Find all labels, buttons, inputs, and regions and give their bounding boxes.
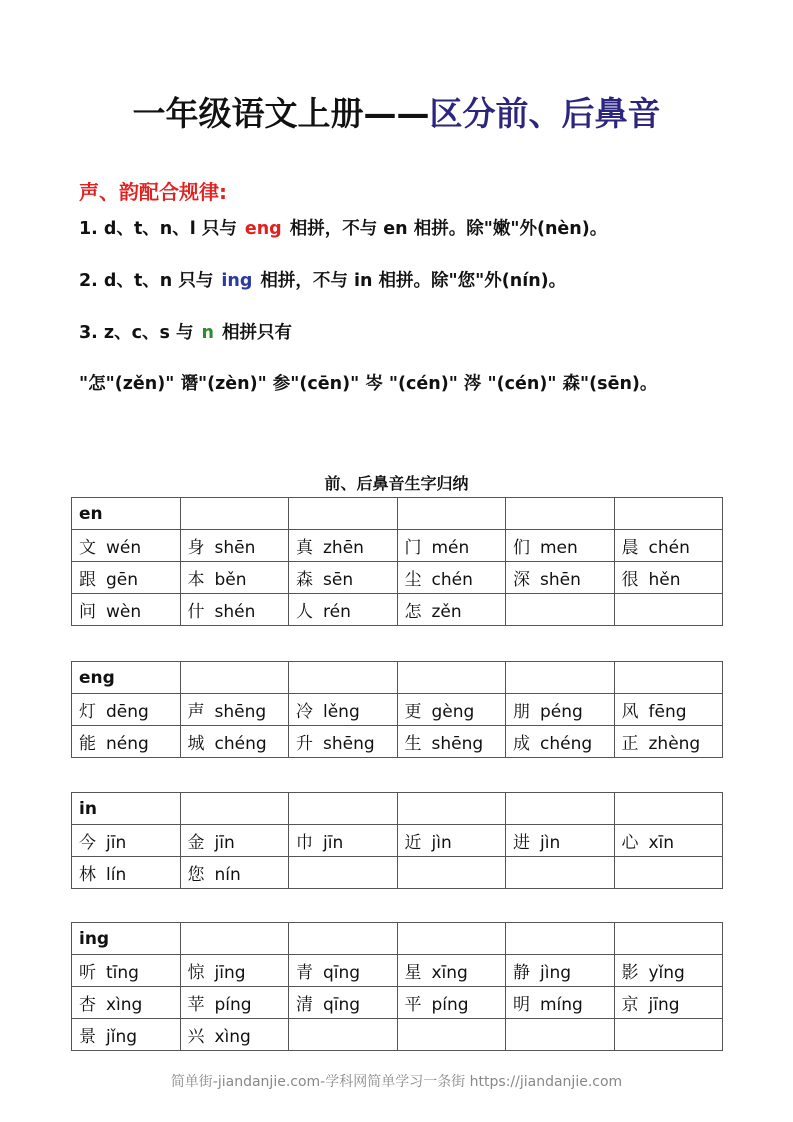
pinyin: chéng (214, 734, 267, 754)
pinyin: zhēn (323, 538, 364, 558)
pinyin: rén (323, 602, 351, 622)
hanzi-character: 文 (79, 538, 96, 558)
pinyin: chén (431, 570, 473, 590)
table-cell (506, 825, 615, 857)
hanzi-character: 星 (404, 963, 422, 983)
table-cell (506, 955, 615, 987)
hanzi-character: 尘 (404, 570, 422, 590)
pinyin: wén (106, 538, 142, 558)
table-cell (180, 857, 289, 889)
empty-cell (180, 662, 289, 694)
table-cell (397, 857, 506, 889)
table-cell (397, 530, 506, 562)
rule-1-highlight: eng (244, 219, 282, 239)
rule-3-examples: "怎"(zěn)" 谮"(zèn)" 参"(cēn)" 岑 "(cén)" 涔 "(cén)" 森"(sēn)。 (79, 374, 658, 394)
hanzi-character: 人 (296, 602, 313, 622)
table-cell (289, 530, 398, 562)
table-cell (180, 1019, 289, 1051)
table-row (72, 530, 723, 562)
table-cell (180, 955, 289, 987)
empty-cell (180, 498, 289, 530)
hanzi-character: 兴 (187, 1027, 205, 1047)
table-cell (506, 726, 615, 758)
hanzi-character: 进 (513, 833, 530, 853)
pinyin: míng (540, 995, 583, 1015)
table-cell (397, 594, 506, 626)
hanzi-character: 晨 (621, 538, 639, 558)
pinyin: jǐng (106, 1027, 138, 1047)
table-cell (289, 562, 398, 594)
table-cell (289, 594, 398, 626)
table-header-cell: en (72, 498, 181, 530)
table-cell (289, 825, 398, 857)
table-header-row (72, 923, 723, 955)
table-cell (72, 726, 181, 758)
hanzi-character: 很 (621, 570, 639, 590)
pinyin: jīn (323, 833, 344, 853)
hanzi-character: 声 (187, 702, 205, 722)
pinyin: gèng (431, 702, 475, 722)
hanzi-character: 金 (187, 833, 205, 853)
table-cell (614, 857, 723, 889)
hanzi-character: 城 (187, 734, 205, 754)
hanzi-character: 京 (621, 995, 639, 1015)
rule-2 (79, 267, 566, 292)
table-title: 前、后鼻音生字归纳 (324, 474, 469, 493)
empty-cell (289, 498, 398, 530)
hanzi-character: 能 (79, 734, 96, 754)
empty-cell (397, 923, 506, 955)
en-table (71, 497, 723, 626)
pinyin: jīng (648, 995, 680, 1015)
pinyin: shēng (214, 702, 267, 722)
pinyin: xìng (214, 1027, 251, 1047)
empty-cell (506, 793, 615, 825)
table-cell (289, 857, 398, 889)
pinyin: jìn (431, 833, 452, 853)
table-cell (180, 987, 289, 1019)
table-cell (72, 1019, 181, 1051)
table-row (72, 825, 723, 857)
table-cell (506, 562, 615, 594)
table-row (72, 987, 723, 1019)
pinyin: shēng (323, 734, 375, 754)
hanzi-character: 真 (296, 538, 313, 558)
table-header-cell: in (72, 793, 181, 825)
table-cell (180, 562, 289, 594)
pinyin: wèn (106, 602, 142, 622)
table-row (72, 694, 723, 726)
eng-table (71, 661, 723, 758)
empty-cell (180, 793, 289, 825)
table-cell (72, 594, 181, 626)
pinyin: shén (214, 602, 256, 622)
pinyin: shēn (540, 570, 581, 590)
table-header-cell: eng (72, 662, 181, 694)
table-cell (289, 1019, 398, 1051)
hanzi-character: 森 (296, 570, 313, 590)
table-cell (72, 955, 181, 987)
pinyin: jīn (106, 833, 127, 853)
table-cell (72, 530, 181, 562)
table-cell (397, 726, 506, 758)
hanzi-character: 跟 (79, 570, 96, 590)
table-cell (72, 987, 181, 1019)
table-cell (289, 726, 398, 758)
empty-cell (614, 923, 723, 955)
pinyin: néng (106, 734, 149, 754)
hanzi-character: 苹 (187, 995, 205, 1015)
table-header-row (72, 793, 723, 825)
table-row (72, 726, 723, 758)
empty-cell (289, 923, 398, 955)
empty-cell (397, 662, 506, 694)
hanzi-character: 怎 (404, 602, 422, 622)
hanzi-character: 平 (404, 995, 422, 1015)
hanzi-character: 身 (187, 538, 205, 558)
hanzi-character: 本 (187, 570, 205, 590)
table-header-row (72, 662, 723, 694)
pinyin: píng (214, 995, 252, 1015)
table-cell (614, 530, 723, 562)
pinyin: jìng (540, 963, 572, 983)
pinyin: qīng (323, 995, 361, 1015)
table-cell (180, 726, 289, 758)
hanzi-character: 杏 (79, 995, 96, 1015)
pinyin: chén (648, 538, 690, 558)
hanzi-character: 听 (79, 963, 96, 983)
hanzi-character: 您 (187, 865, 205, 885)
pinyin: jīng (214, 963, 246, 983)
hanzi-character: 冷 (296, 702, 313, 722)
table-cell (614, 1019, 723, 1051)
pinyin: tīng (106, 963, 139, 983)
pinyin: fēng (648, 702, 687, 722)
table-cell (397, 987, 506, 1019)
page-title (0, 88, 793, 135)
table-cell (72, 562, 181, 594)
empty-cell (506, 498, 615, 530)
table-cell (397, 562, 506, 594)
hanzi-character: 朋 (513, 702, 530, 722)
empty-cell (614, 793, 723, 825)
table-cell (397, 825, 506, 857)
table-row (72, 562, 723, 594)
hanzi-character: 明 (513, 995, 530, 1015)
table-cell (614, 987, 723, 1019)
table-cell (180, 825, 289, 857)
empty-cell (180, 923, 289, 955)
empty-cell (506, 923, 615, 955)
table-header-row (72, 498, 723, 530)
table-cell (614, 825, 723, 857)
pinyin: xìng (106, 995, 143, 1015)
table-header-cell: ing (72, 923, 181, 955)
hanzi-character: 风 (621, 702, 639, 722)
empty-cell (397, 498, 506, 530)
pinyin: jìn (540, 833, 561, 853)
rule-3-before: 3. z、c、s 与 (79, 323, 194, 343)
rule-1 (79, 215, 607, 240)
pinyin: dēng (106, 702, 149, 722)
table-cell (289, 987, 398, 1019)
pinyin: lín (106, 865, 127, 885)
table-row (72, 594, 723, 626)
table-cell (72, 825, 181, 857)
rule-1-after: 相拼，不与 en 相拼。除"嫩"外(nèn)。 (289, 219, 608, 239)
table-cell (289, 955, 398, 987)
rule-2-highlight: ing (221, 271, 253, 291)
pinyin: nín (214, 865, 241, 885)
hanzi-character: 深 (513, 570, 530, 590)
pinyin: xīng (431, 963, 468, 983)
hanzi-character: 林 (79, 865, 96, 885)
table-cell (180, 594, 289, 626)
empty-cell (397, 793, 506, 825)
table-cell (397, 955, 506, 987)
rule-3-after: 相拼只有 (221, 323, 292, 343)
page-title-part1: 一年级语文上册—— (132, 94, 430, 133)
hanzi-character: 生 (404, 734, 422, 754)
hanzi-character: 今 (79, 833, 96, 853)
footer-watermark: 简单街-jiandanjie.com-学科网简单学习一条街 https://jiandanjie.com (170, 1074, 623, 1090)
page-title-part2: 区分前、后鼻音 (429, 94, 661, 133)
table-cell (289, 694, 398, 726)
hanzi-character: 升 (296, 734, 313, 754)
table-cell (506, 1019, 615, 1051)
empty-cell (506, 662, 615, 694)
pinyin: hěn (648, 570, 681, 590)
table-cell (506, 857, 615, 889)
table-cell (397, 1019, 506, 1051)
hanzi-character: 景 (79, 1027, 96, 1047)
pinyin: běn (214, 570, 247, 590)
pinyin: mén (431, 538, 470, 558)
hanzi-character: 成 (513, 734, 530, 754)
hanzi-character: 巾 (296, 833, 313, 853)
table-cell (180, 530, 289, 562)
pinyin: men (540, 538, 578, 558)
table-cell (614, 594, 723, 626)
empty-cell (614, 662, 723, 694)
pinyin: píng (431, 995, 469, 1015)
pinyin: yǐng (648, 963, 685, 983)
table-row (72, 1019, 723, 1051)
table-row (72, 857, 723, 889)
empty-cell (289, 793, 398, 825)
hanzi-character: 门 (404, 538, 422, 558)
hanzi-character: 影 (621, 963, 639, 983)
table-cell (614, 955, 723, 987)
pinyin: péng (540, 702, 583, 722)
table-cell (506, 530, 615, 562)
rule-3-highlight: n (201, 323, 214, 343)
rule-2-after: 相拼，不与 in 相拼。除"您"外(nín)。 (260, 271, 567, 291)
pinyin: chéng (540, 734, 593, 754)
pinyin: zěn (431, 602, 462, 622)
rule-3 (79, 319, 292, 344)
pinyin: lěng (323, 702, 360, 722)
table-cell (614, 694, 723, 726)
table-row (72, 955, 723, 987)
pinyin: shēn (214, 538, 256, 558)
pinyin: shēng (431, 734, 484, 754)
hanzi-character: 更 (404, 702, 422, 722)
table-cell (72, 694, 181, 726)
empty-cell (614, 498, 723, 530)
hanzi-character: 灯 (79, 702, 96, 722)
table-cell (397, 694, 506, 726)
table-cell (614, 726, 723, 758)
rule-2-before: 2. d、t、n 只与 (79, 271, 214, 291)
hanzi-character: 静 (513, 963, 530, 983)
hanzi-character: 们 (513, 538, 530, 558)
hanzi-character: 青 (296, 963, 313, 983)
pinyin: gēn (106, 570, 139, 590)
hanzi-character: 什 (187, 602, 205, 622)
ing-table (71, 922, 723, 1051)
hanzi-character: 心 (621, 833, 639, 853)
hanzi-character: 正 (621, 734, 639, 754)
hanzi-character: 惊 (187, 963, 205, 983)
pinyin: xīn (648, 833, 675, 853)
rules-heading: 声、韵配合规律: (79, 180, 227, 204)
table-cell (506, 594, 615, 626)
table-cell (180, 694, 289, 726)
rule-1-before: 1. d、t、n、l 只与 (79, 219, 237, 239)
table-cell (506, 987, 615, 1019)
pinyin: jīn (214, 833, 235, 853)
pinyin: qīng (323, 963, 361, 983)
pinyin: sēn (323, 570, 354, 590)
table-cell (72, 857, 181, 889)
hanzi-character: 近 (404, 833, 422, 853)
empty-cell (289, 662, 398, 694)
in-table (71, 792, 723, 889)
table-cell (614, 562, 723, 594)
hanzi-character: 清 (296, 995, 313, 1015)
pinyin: zhèng (648, 734, 701, 754)
table-cell (506, 694, 615, 726)
hanzi-character: 问 (79, 602, 96, 622)
